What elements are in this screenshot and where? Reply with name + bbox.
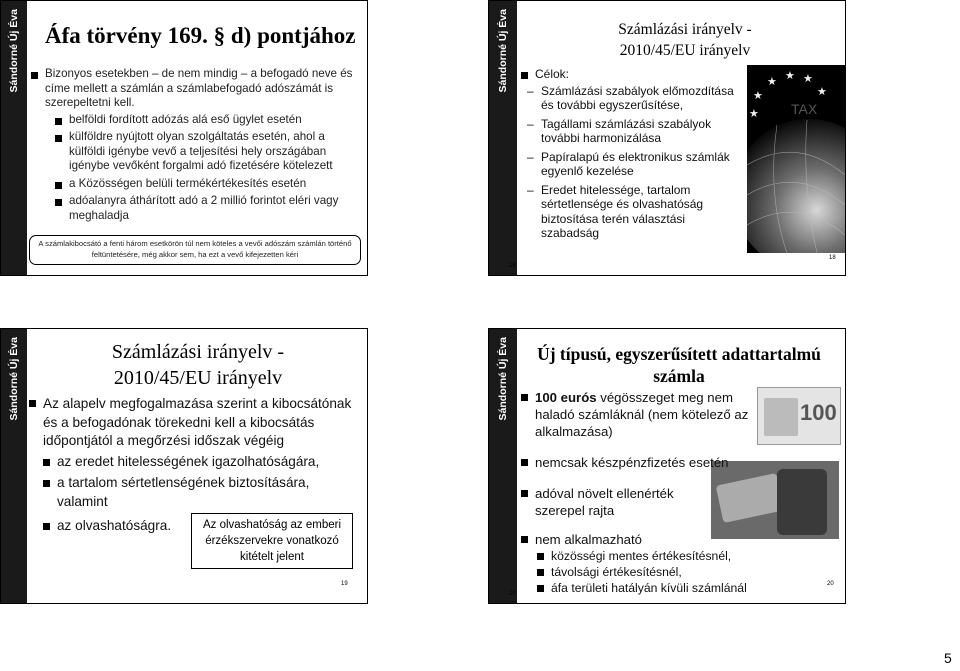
author-label: Sándorné Új Éva — [8, 337, 20, 421]
page-number-right: 18 — [829, 255, 836, 261]
banknote-value: 100 — [800, 400, 837, 425]
slide-title: Számlázási irányelv - 2010/45/EU irányelv — [111, 341, 285, 389]
svg-text:★: ★ — [749, 108, 759, 120]
bullet-icon — [537, 569, 544, 576]
bullet-icon — [55, 182, 62, 189]
dash-icon: – — [527, 83, 534, 98]
goals-heading: Célok: — [521, 67, 746, 82]
slide-title: Áfa törvény 169. § d) pontjához — [45, 23, 356, 48]
author-bar — [1, 1, 27, 275]
bullet-item: az olvashatóságra. — [43, 517, 359, 536]
sub-item: közösségi mentes értékesítésnél, — [537, 548, 757, 564]
page-number-left: 18 — [509, 263, 516, 269]
author-label: Sándorné Új Éva — [497, 337, 509, 421]
document-page-number: 5 — [944, 650, 952, 666]
bullet-icon — [43, 459, 50, 466]
bullet-item: 100 eurós végösszeget meg nem haladó számláknál (nem kötelező az alkalmazása) — [521, 389, 757, 440]
tax-label: TAX — [791, 101, 818, 117]
bullet-item: adóval növelt ellenérték szerepel rajta — [521, 485, 721, 519]
bullet-icon — [29, 400, 36, 407]
bullet-icon — [537, 585, 544, 592]
note-box: A számlakibocsátó a fenti három esetkörön túl nem köteles a vevői adószám számlán történő feltüntetésére, még akkor sem, ha ezt a vevő kifejezetten kéri — [29, 235, 361, 265]
callout-box: Az olvashatóság az emberi érzékszervekre vonatkozó kitételt jelent — [191, 513, 353, 569]
slide-3 — [0, 328, 368, 604]
svg-text:★: ★ — [767, 76, 777, 88]
bullet-item: belföldi fordított adózás alá eső ügylet esetén — [55, 113, 361, 128]
slide-4 — [488, 328, 846, 604]
bullet-icon — [537, 553, 544, 560]
sub-item: áfa területi hatályán kívüli számlánál — [537, 580, 757, 596]
bullet-icon — [521, 459, 528, 466]
bullet-icon — [43, 480, 50, 487]
slide-body — [31, 67, 361, 223]
slide-body — [521, 389, 757, 596]
bullet-lead: Bizonyos esetekben – de nem mindig – a befogadó neve és címe mellett a számlán a számlabefogadó adószámát is szerepeltetni kell. — [31, 67, 361, 111]
dash-icon: – — [527, 149, 534, 164]
slide-title: Új típusú, egyszerűsített adattartalmú számla — [537, 344, 821, 386]
svg-text:★: ★ — [785, 70, 795, 82]
bullet-icon — [55, 135, 62, 142]
page-number: 19 — [341, 581, 348, 587]
slide-title: Számlázási irányelv - 2010/45/EU irányelv — [618, 21, 752, 59]
bullet-icon — [521, 394, 528, 401]
author-bar — [1, 329, 27, 603]
bullet-item: a Közösségen belüli termékértékesítés esetén — [55, 177, 361, 192]
bullet-icon — [55, 199, 62, 206]
page-number-left: 20 — [509, 591, 516, 597]
bullet-lead: Az alapelv megfogalmazása szerint a kibocsátónak és a befogadónak törekedni kell a kibocsátás időpontjától a megőrzési időszak végéig — [29, 395, 359, 451]
dash-item: – Tagállami számlázási szabályok további harmonizálása — [527, 116, 712, 145]
bullet-icon — [31, 72, 38, 79]
bullet-icon — [521, 536, 528, 543]
goals-section — [521, 67, 746, 241]
banknote-image — [757, 387, 841, 445]
bullet-item: nemcsak készpénzfizetés esetén — [521, 454, 757, 471]
dash-icon: – — [527, 182, 534, 197]
bullet-item: külföldre nyújtott olyan szolgáltatás esetén, ahol a külföldi igénybe vevő a teljesítési hely országában igénybe vevőként forgalmi adó fizetésére kötelezett — [55, 130, 361, 174]
dash-item: – Eredet hitelessége, tartalom sértetlensége és olvashatóság biztosítása terén választási szabadság — [527, 182, 704, 240]
svg-text:★: ★ — [817, 86, 827, 98]
sub-item: távolsági értékesítésnél, — [537, 564, 757, 580]
author-bar — [489, 329, 517, 603]
svg-text:★: ★ — [753, 90, 763, 102]
tax-globe-image — [747, 65, 845, 253]
author-bar — [489, 1, 517, 275]
sub-list — [537, 548, 757, 596]
slide-2 — [488, 0, 846, 276]
author-label: Sándorné Új Éva — [497, 9, 509, 93]
dash-item: – Számlázási szabályok előmozdítása és további egyszerűsítése, — [527, 83, 734, 112]
page-number-right: 20 — [827, 581, 834, 587]
svg-text:★: ★ — [803, 73, 813, 85]
slide-1 — [0, 0, 368, 276]
bullet-item: nem alkalmazható — [521, 531, 757, 548]
bullet-icon — [43, 523, 50, 530]
bullet-icon — [521, 490, 528, 497]
bullet-item: a tartalom sértetlenségének biztosítására, valamint — [43, 474, 359, 511]
bullet-icon — [521, 72, 528, 79]
bullet-item: adóalanyra áthárított adó a 2 millió forintot eléri vagy meghaladja — [55, 194, 361, 223]
bullet-item: az eredet hitelességének igazolhatóságára, — [43, 453, 359, 472]
dash-item: – Papíralapú és elektronikus számlák egyenlő kezelése — [527, 149, 730, 178]
dash-icon: – — [527, 116, 534, 131]
bullet-icon — [55, 118, 62, 125]
author-label: Sándorné Új Éva — [8, 9, 20, 93]
